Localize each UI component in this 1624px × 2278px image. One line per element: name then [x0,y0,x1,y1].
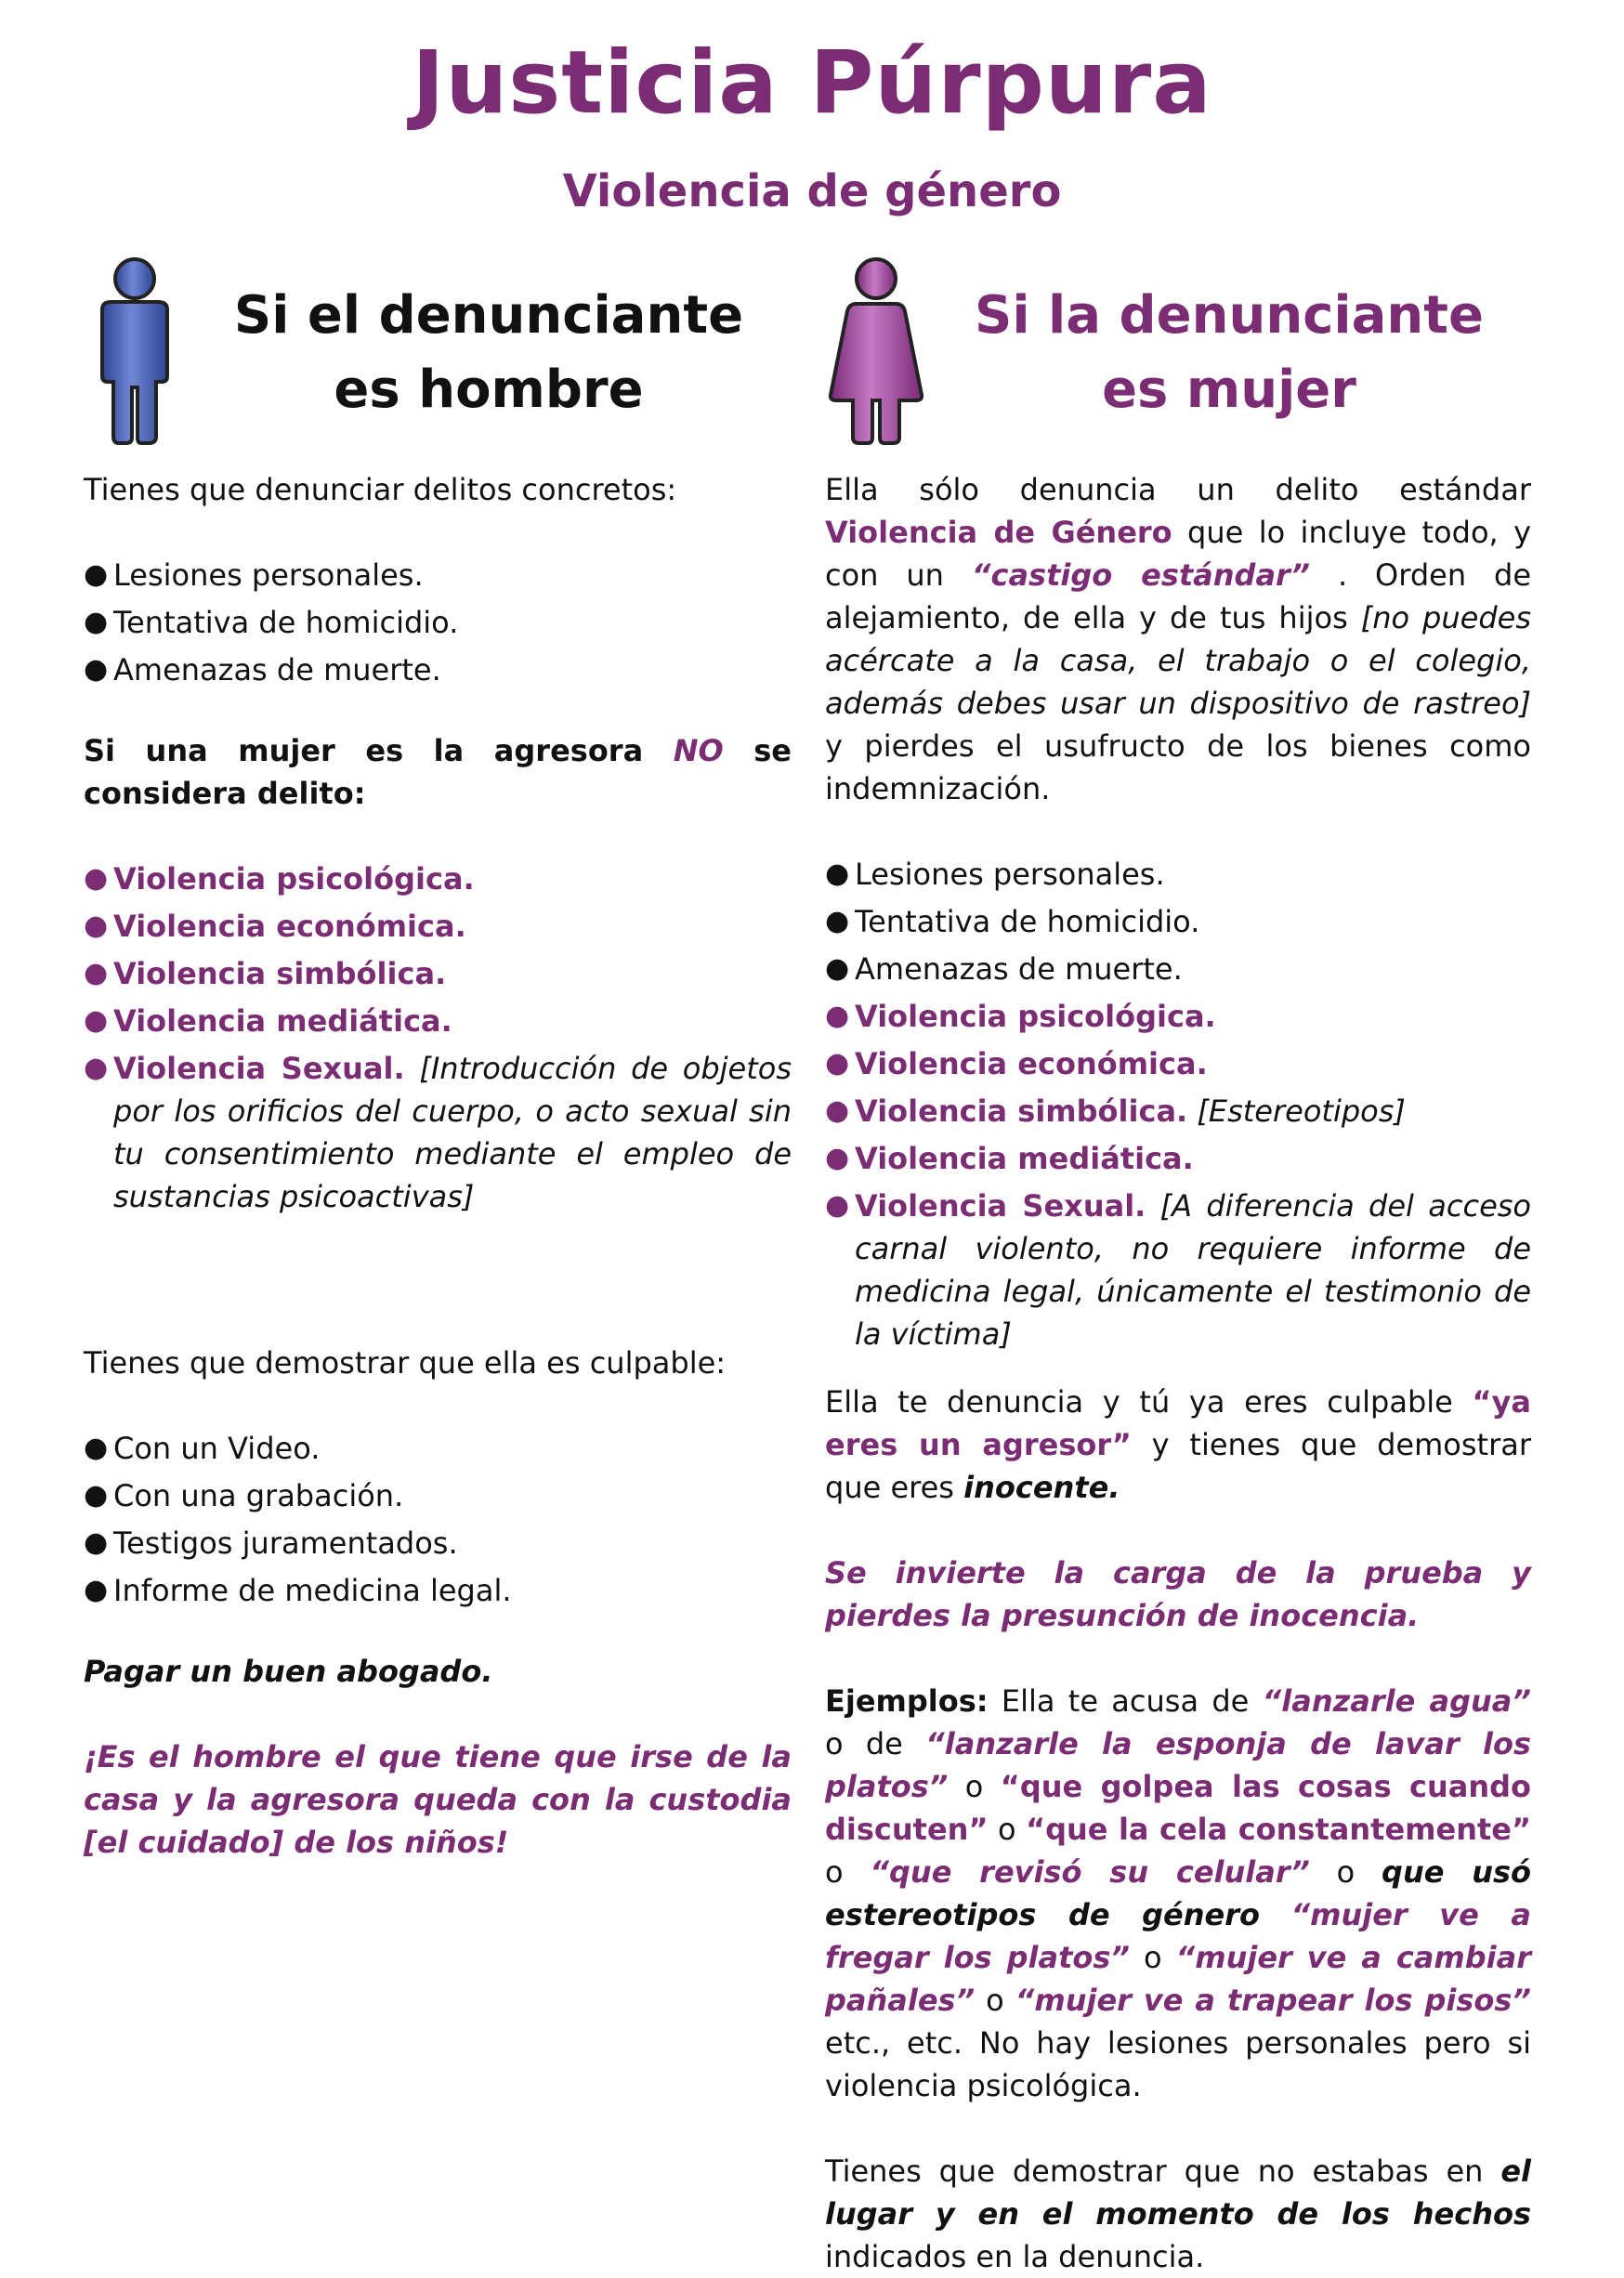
list-item: ● Con un Video. [84,1431,321,1466]
list-item: ● Amenazas de muerte. [84,652,441,687]
list-item: ● Con una grabación. [84,1478,404,1513]
right-alibi-paragraph: Tienes que demostrar que no estabas en el lugar y en el momento de los hechos indicados en la denuncia. [825,2154,1531,2274]
list-item: ● Tentativa de homicidio. [84,605,459,640]
list-item: ● Violencia Sexual. [A diferencia del acceso carnal violento, no requiere informe de medicina legal, únicamente el testimonio de la víctima] [825,1188,1532,1352]
document-header [0,28,1624,217]
right-examples-paragraph: Ejemplos: Ella te acusa de “lanzarle agua” o de “lanzarle la esponja de lavar los platos” o “que golpea las cosas cuando discuten” o “que la cela constantemente” o “que revisó su celular” o que usó estereotipos de género “mujer ve a fregar los platos” o “mujer ve a cambiar pañales” o “mujer ve a trapear los pisos” etc., etc. No hay lesiones personales pero si violencia psicológica. [825,1683,1532,2103]
left-proofs-list [84,1427,792,1612]
list-item: ● Lesiones personales. [825,857,1165,892]
man-figure-icon [84,255,186,451]
list-item: ● Violencia psicológica. [84,861,475,897]
list-item: ● Violencia simbólica. [Estereotipos] [825,1093,1406,1129]
right-column [825,251,1531,2278]
left-crimes-list [84,554,792,691]
list-item: ● Violencia económica. [84,909,466,944]
list-item: ● Violencia Sexual. [Introducción de objetos por los orificios del cuerpo, o acto sexual sin tu consentimiento mediante el empleo de sustancias psicoactivas] [84,1051,792,1214]
left-prove-intro: Tienes que demostrar que ella es culpable: [84,1345,727,1381]
left-intro: Tienes que denunciar delitos concretos: [84,472,677,507]
right-heading: Si la denunciante es mujer [975,285,1484,420]
woman-figure-icon [825,255,927,451]
list-item: ● Violencia económica. [825,1046,1208,1081]
right-intro-paragraph: Ella sólo denuncia un delito estándar Violencia de Género que lo incluye todo, y con un “castigo estándar” . Orden de alejamiento, de ella y de tus hijos [no puedes acércate a la casa, el trabajo o el colegio, además debes usar un dispositivo de rastreo] y pierdes el usufructo de los bienes como indemnización. [825,472,1532,806]
right-burden-note: Se invierte la carga de la prueba y pierdes la presunción de inocencia. [825,1555,1531,1633]
left-column [84,251,792,1864]
right-heading-row [825,251,1531,455]
right-guilty-paragraph: Ella te denuncia y tú ya eres culpable “ya eres un agresor” y tienes que demostrar que eres inocente. [825,1384,1531,1505]
right-crimes-list [825,853,1531,1355]
left-heading: Si el denunciante es hombre [233,285,744,420]
left-not-crime-statement: Si una mujer es la agresora NO se considera delito: [84,733,792,811]
left-closing-note: ¡Es el hombre el que tiene que irse de la casa y la agresora queda con la custodia [el cuidado] de los niños! [84,1739,792,1860]
document-title: Justicia Púrpura [412,33,1212,134]
list-item: ● Informe de medicina legal. [84,1573,512,1608]
list-item: ● Tentativa de homicidio. [825,904,1200,939]
left-lawyer-note: Pagar un buen abogado. [84,1654,493,1689]
list-item: ● Lesiones personales. [84,557,424,593]
list-item: ● Testigos juramentados. [84,1525,458,1561]
left-violence-list [84,858,792,1218]
list-item: ● Violencia mediática. [825,1141,1194,1176]
left-heading-row [84,251,792,455]
list-item: ● Amenazas de muerte. [825,951,1183,987]
list-item: ● Violencia simbólica. [84,956,447,991]
list-item: ● Violencia mediática. [84,1003,452,1039]
document-subtitle: Violencia de género [562,165,1062,217]
list-item: ● Violencia psicológica. [825,999,1216,1034]
